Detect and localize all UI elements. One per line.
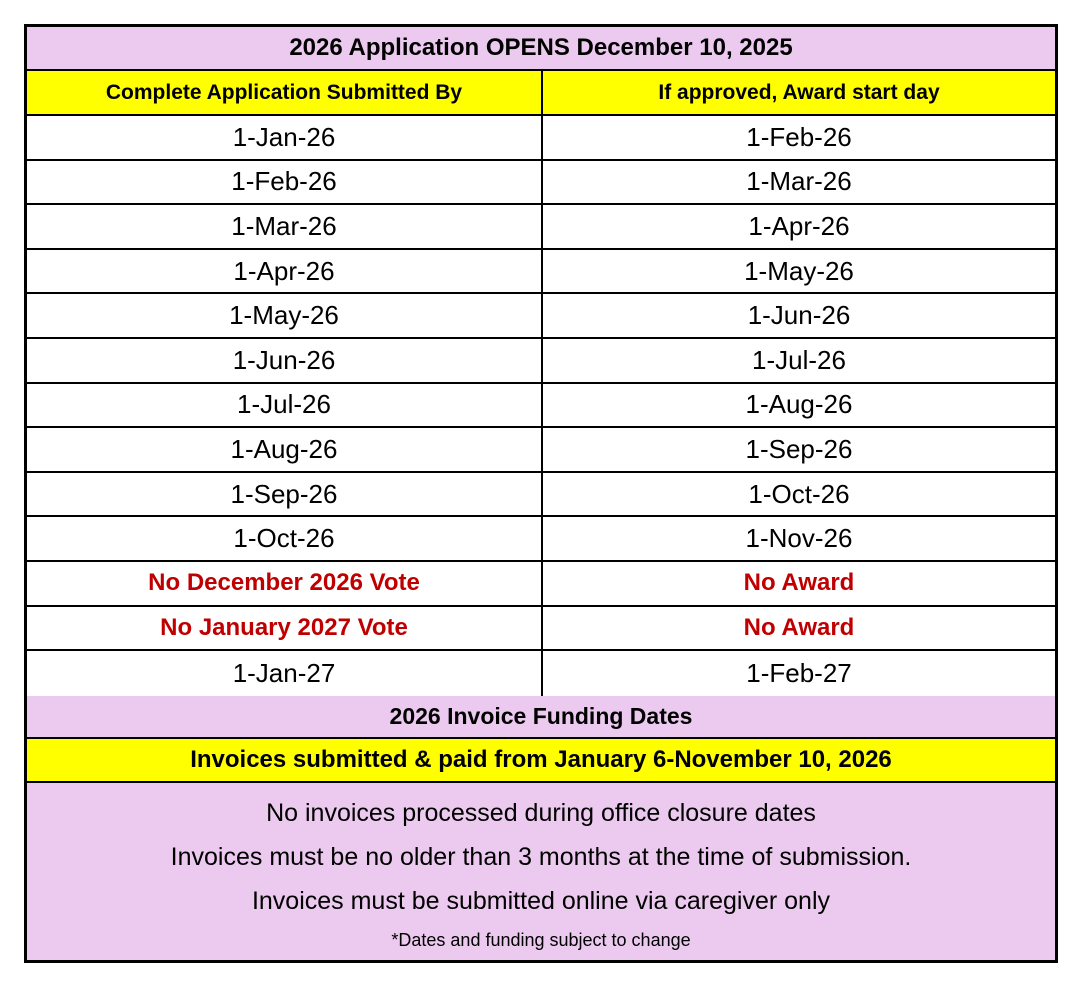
award-start-cell: 1-Jul-26 [543, 339, 1055, 382]
invoice-period-row [27, 739, 1055, 783]
award-start-cell: No Award [543, 562, 1055, 605]
invoice-note: No invoices processed during office closure dates [266, 798, 816, 827]
award-start-cell: 1-Aug-26 [543, 384, 1055, 427]
submitted-by-cell: No December 2026 Vote [27, 562, 543, 605]
award-start-cell: 1-Apr-26 [543, 205, 1055, 248]
table-row [27, 562, 1055, 607]
table-row [27, 161, 1055, 206]
invoice-section-title: 2026 Invoice Funding Dates [27, 696, 1055, 737]
table-row [27, 473, 1055, 518]
title-row [27, 27, 1055, 71]
submitted-by-cell: 1-Jan-26 [27, 116, 543, 159]
invoice-section-title-row [27, 696, 1055, 739]
table-row [27, 517, 1055, 562]
invoice-period: Invoices submitted & paid from January 6-November 10, 2026 [27, 739, 1055, 781]
column-header-submitted: Complete Application Submitted By [27, 71, 543, 114]
submitted-by-cell: 1-Mar-26 [27, 205, 543, 248]
award-start-cell: 1-May-26 [543, 250, 1055, 293]
award-start-cell: No Award [543, 607, 1055, 650]
invoice-note: Invoices must be submitted online via caregiver only [251, 886, 831, 915]
submitted-by-cell: 1-Aug-26 [27, 428, 543, 471]
award-start-cell: 1-Jun-26 [543, 294, 1055, 337]
submitted-by-cell: 1-Feb-26 [27, 161, 543, 204]
table-row [27, 339, 1055, 384]
submitted-by-cell: 1-Apr-26 [27, 250, 543, 293]
award-start-cell: 1-Feb-27 [543, 651, 1055, 696]
schedule-table [24, 24, 1058, 963]
table-row [27, 384, 1055, 429]
award-start-cell: 1-Nov-26 [543, 517, 1055, 560]
column-header-award: If approved, Award start day [543, 71, 1055, 114]
award-start-cell: 1-Mar-26 [543, 161, 1055, 204]
table-row [27, 607, 1055, 652]
disclaimer: *Dates and funding subject to change [391, 929, 691, 950]
table-row [27, 250, 1055, 295]
column-header-row [27, 71, 1055, 116]
award-start-cell: 1-Oct-26 [543, 473, 1055, 516]
award-start-cell: 1-Sep-26 [543, 428, 1055, 471]
submitted-by-cell: No January 2027 Vote [27, 607, 543, 650]
submitted-by-cell: 1-Sep-26 [27, 473, 543, 516]
submitted-by-cell: 1-Oct-26 [27, 517, 543, 560]
date-rows [27, 116, 1055, 696]
table-row [27, 651, 1055, 696]
table-row [27, 116, 1055, 161]
table-row [27, 428, 1055, 473]
submitted-by-cell: 1-Jan-27 [27, 651, 543, 696]
table-title: 2026 Application OPENS December 10, 2025 [27, 27, 1055, 69]
invoice-note: Invoices must be no older than 3 months at the time of submission. [170, 842, 912, 871]
submitted-by-cell: 1-Jun-26 [27, 339, 543, 382]
invoice-notes [27, 783, 1055, 960]
table-row [27, 294, 1055, 339]
table-row [27, 205, 1055, 250]
submitted-by-cell: 1-Jul-26 [27, 384, 543, 427]
submitted-by-cell: 1-May-26 [27, 294, 543, 337]
award-start-cell: 1-Feb-26 [543, 116, 1055, 159]
